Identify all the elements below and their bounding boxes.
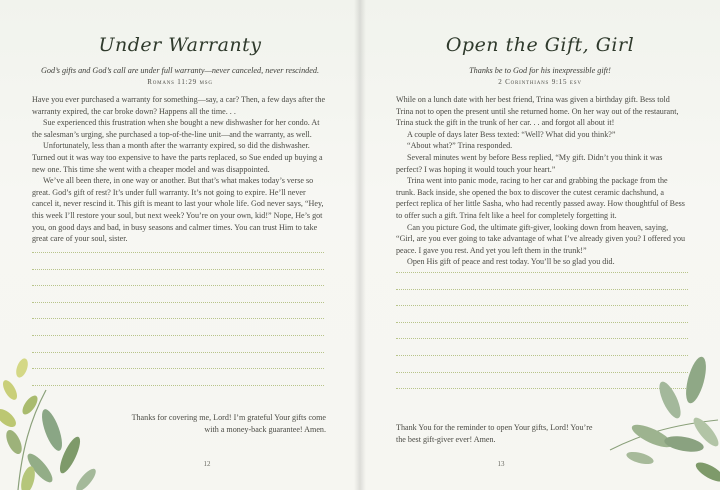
body-paragraph: A couple of days later Bess texted: “Well? What did you think?” bbox=[407, 129, 616, 139]
closing-prayer: Thanks for covering me, Lord! I’m grateful Your gifts come with a money-back guarantee! Amen. bbox=[131, 413, 326, 434]
botanical-leaves-icon bbox=[0, 330, 110, 490]
page-number: 13 bbox=[497, 460, 505, 468]
book-spine-shadow bbox=[354, 0, 366, 490]
writing-line[interactable] bbox=[396, 272, 688, 273]
writing-line[interactable] bbox=[396, 289, 688, 290]
scripture-verse: Thanks be to God for his inexpressible gift! bbox=[469, 66, 611, 75]
writing-line[interactable] bbox=[32, 318, 324, 319]
right-page bbox=[360, 0, 720, 490]
scripture-reference: Romans 11:29 msg bbox=[147, 78, 213, 86]
writing-line[interactable] bbox=[32, 252, 324, 253]
writing-line[interactable] bbox=[32, 285, 324, 286]
leaf-illustration bbox=[600, 340, 720, 490]
body-paragraph: While on a lunch date with her best friend, Trina was given a birthday gift. Bess told Trina not to open the present until she returned home. On her way out of the restaurant, Trina stuck the gift in the trunk of her car. . . and forgot all about it! bbox=[396, 95, 679, 128]
body-paragraph: Several minutes went by before Bess replied, “My gift. Didn’t you think it was perfect? I was hoping it would touch your heart.” bbox=[396, 152, 663, 174]
writing-line[interactable] bbox=[396, 322, 688, 323]
body-paragraph: Unfortunately, less than a month after the warranty expired, so did the dishwasher. Turned out it was way too expensive to have the parts replaced, so Sue ended up buying a new one. This time she went with a cheaper model and was disappointed. bbox=[32, 141, 323, 174]
body-paragraph: We’ve all been there, in one way or another. But that’s what makes today’s verse so great. God’s gift of rest? It’s under full warranty. It’s not going to expire. He’ll never cancel it, never rescind it. This gift is meant to last your whole life. God never says, “Hey, this week I’ll restore your soul, but next week? You’re on your own, kid!” Nope, He’s got you, on good days and bad, in busy seasons and calmer times. You can trust Him to take great care of your soul, sister. bbox=[32, 176, 324, 244]
body-paragraph: Can you picture God, the ultimate gift-giver, looking down from heaven, saying, “Girl, are you ever going to take advantage of what I’ve already given you? I offered you peace. I gave you rest. And yet you left them in the trunk!” bbox=[396, 222, 686, 255]
leaf-illustration bbox=[0, 330, 110, 490]
page-title: Under Warranty bbox=[98, 34, 262, 56]
scripture-verse: God’s gifts and God’s call are under full warranty—never canceled, never rescinded. bbox=[40, 66, 320, 75]
writing-line[interactable] bbox=[32, 302, 324, 303]
body-paragraph: Trina went into panic mode, racing to her car and grabbing the package from the trunk. Back inside, she opened the box to discover the cutest ceramic dachshund, a perfect replica of her little Sasha, who had recently passed away. How thoughtful of Bess to offer such a gift. Trina felt like a heel for completely forgetting it. bbox=[396, 176, 685, 220]
writing-line[interactable] bbox=[32, 269, 324, 270]
closing-prayer: Thank You for the reminder to open Your gifts, Lord! You’re the best gift-giver ever! Amen. bbox=[396, 423, 593, 444]
body-paragraph: Have you ever purchased a warranty for something—say, a car? Then, a few days after the warranty expired, the car broke down? Happens all the time. . . bbox=[32, 95, 326, 116]
devotional-body bbox=[396, 94, 688, 268]
page-number: 12 bbox=[203, 460, 211, 468]
botanical-leaves-icon bbox=[600, 340, 720, 490]
body-paragraph: Open His gift of peace and rest today. You’ll be so glad you did. bbox=[407, 257, 615, 267]
scripture-reference: 2 Corinthians 9:15 esv bbox=[498, 78, 582, 86]
page-title: Open the Gift, Girl bbox=[445, 34, 635, 56]
body-paragraph: Sue experienced this frustration when she bought a new dishwasher for her condo. At the salesman’s urging, she purchased a top-of-the-line unit—and the warranty, as well. bbox=[32, 118, 320, 139]
writing-line[interactable] bbox=[396, 305, 688, 306]
devotional-body bbox=[32, 94, 326, 245]
body-paragraph: “About what?” Trina responded. bbox=[407, 141, 513, 151]
